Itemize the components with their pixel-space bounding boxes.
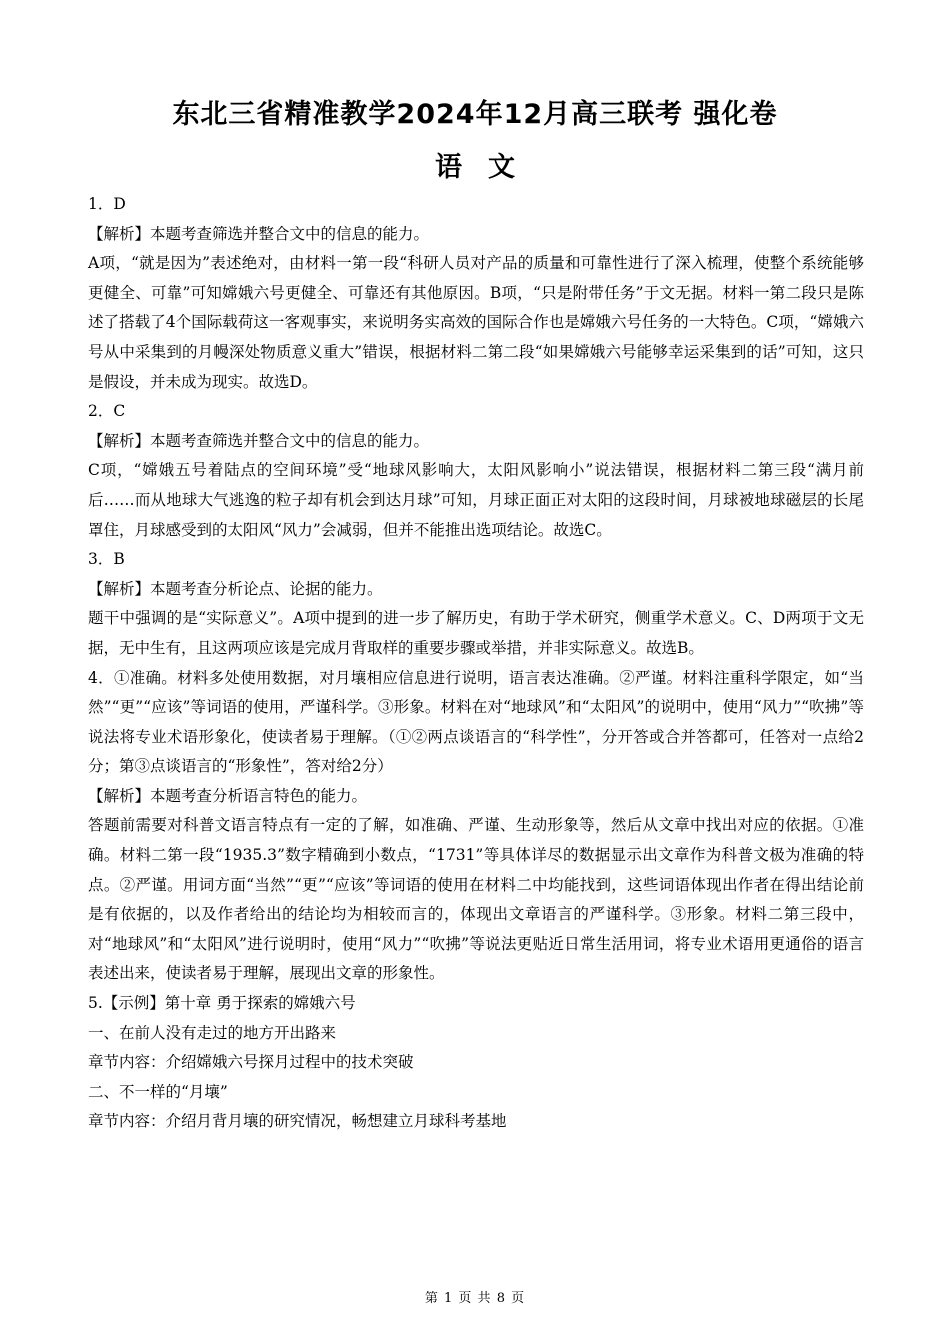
answer-5-section-2-content: 章节内容：介绍月背月壤的研究情况，畅想建立月球科考基地 — [88, 1112, 507, 1131]
answer-content — [88, 190, 864, 1137]
answer-5-example: 5.【示例】第十章 勇于探索的嫦娥六号 — [88, 994, 356, 1013]
answer-1-analysis-heading: 【解析】本题考查筛选并整合文中的信息的能力。 — [88, 224, 430, 243]
answer-2-analysis-heading: 【解析】本题考查筛选并整合文中的信息的能力。 — [88, 431, 430, 450]
document-title: 东北三省精准教学2024年12月高三联考 强化卷 — [172, 99, 778, 130]
answer-5-section-2: 二、不一样的“月壤” — [88, 1082, 228, 1101]
answer-2-analysis: C项，“嫦娥五号着陆点的空间环境”受“地球风影响大，太阳风影响小”说法错误，根据材料二第三段“满月前后……而从地球大气逃逸的粒子却有机会到达月球”可知，月球正面正对太阳的这段时间，月球被地球磁层的长尾罩住，月球感受到的太阳风“风力”会减弱，但并不能推出选项结论。故选C。 — [88, 461, 864, 539]
answer-4-analysis-heading: 【解析】本题考查分析语言特色的能力。 — [88, 786, 368, 805]
subject-title: 语文 — [435, 152, 541, 183]
answer-1-key: 1．D — [88, 195, 126, 213]
answer-3-analysis: 题干中强调的是“实际意义”。A项中提到的进一步了解历史，有助于学术研究，侧重学术意义。C、D两项于文无据，无中生有，且这两项应该是完成月背取样的重要步骤或举措，并非实际意义。故选B。 — [88, 609, 864, 657]
page-number: 第 1 页 共 8 页 — [424, 1291, 526, 1306]
answer-4-analysis: 答题前需要对科普文语言特点有一定的了解，如准确、严谨、生动形象等，然后从文章中找出对应的依据。①准确。材料二第一段“1935.3”数字精确到小数点，“1731”等具体详尽的数据显示出文章作为科普文极为准确的特点。②严谨。用词方面“当然”“更”“应该”等词语的使用在材料二中均能找到，这些词语体现出作者在得出结论前是有依据的，以及作者给出的结论均为相较而言的，体现出文章语言的严谨科学。③形象。材料二第三段中，对“地球风”和“太阳风”进行说明时，使用“风力”“吹拂”等说法更贴近日常生活用词，将专业术语用更通俗的语言表述出来，使读者易于理解，展现出文章的形象性。 — [88, 816, 864, 983]
answer-5-section-1: 一、在前人没有走过的地方开出路来 — [88, 1023, 337, 1042]
answer-2-key: 2．C — [88, 402, 126, 421]
answer-4-key: 4．①准确。材料多处使用数据，对月壤相应信息进行说明，语言表达准确。②严谨。材料注重科学限定，如“当然”“更”“应该”等词语的使用，严谨科学。③形象。材料在对“地球风”和“太阳风”的说明中，使用“风力”“吹拂”等说法将专业术语形象化，使读者易于理解。（①②两点谈语言的“科学性”，分开答或合并答都可，任答对一点给2分；第③点谈语言的“形象性”，答对给2分） — [88, 668, 864, 776]
answer-3-key: 3．B — [88, 550, 125, 569]
answer-1-analysis: A项，“就是因为”表述绝对，由材料一第一段“科研人员对产品的质量和可靠性进行了深入梳理，使整个系统能够更健全、可靠”可知嫦娥六号更健全、可靠还有其他原因。B项，“只是附带任务”于文无据。材料一第二段只是陈述了搭载了4个国际载荷这一客观事实，来说明务实高效的国际合作也是嫦娥六号任务的一大特色。C项，“嫦娥六号从中采集到的月幔深处物质意义重大”错误，根据材料二第二段“如果嫦娥六号能够幸运采集到的话”可知，这只是假设，并未成为现实。故选D。 — [88, 254, 864, 391]
answer-3-analysis-heading: 【解析】本题考查分析论点、论据的能力。 — [88, 579, 383, 598]
answer-5-section-1-content: 章节内容：介绍嫦娥六号探月过程中的技术突破 — [88, 1053, 414, 1072]
